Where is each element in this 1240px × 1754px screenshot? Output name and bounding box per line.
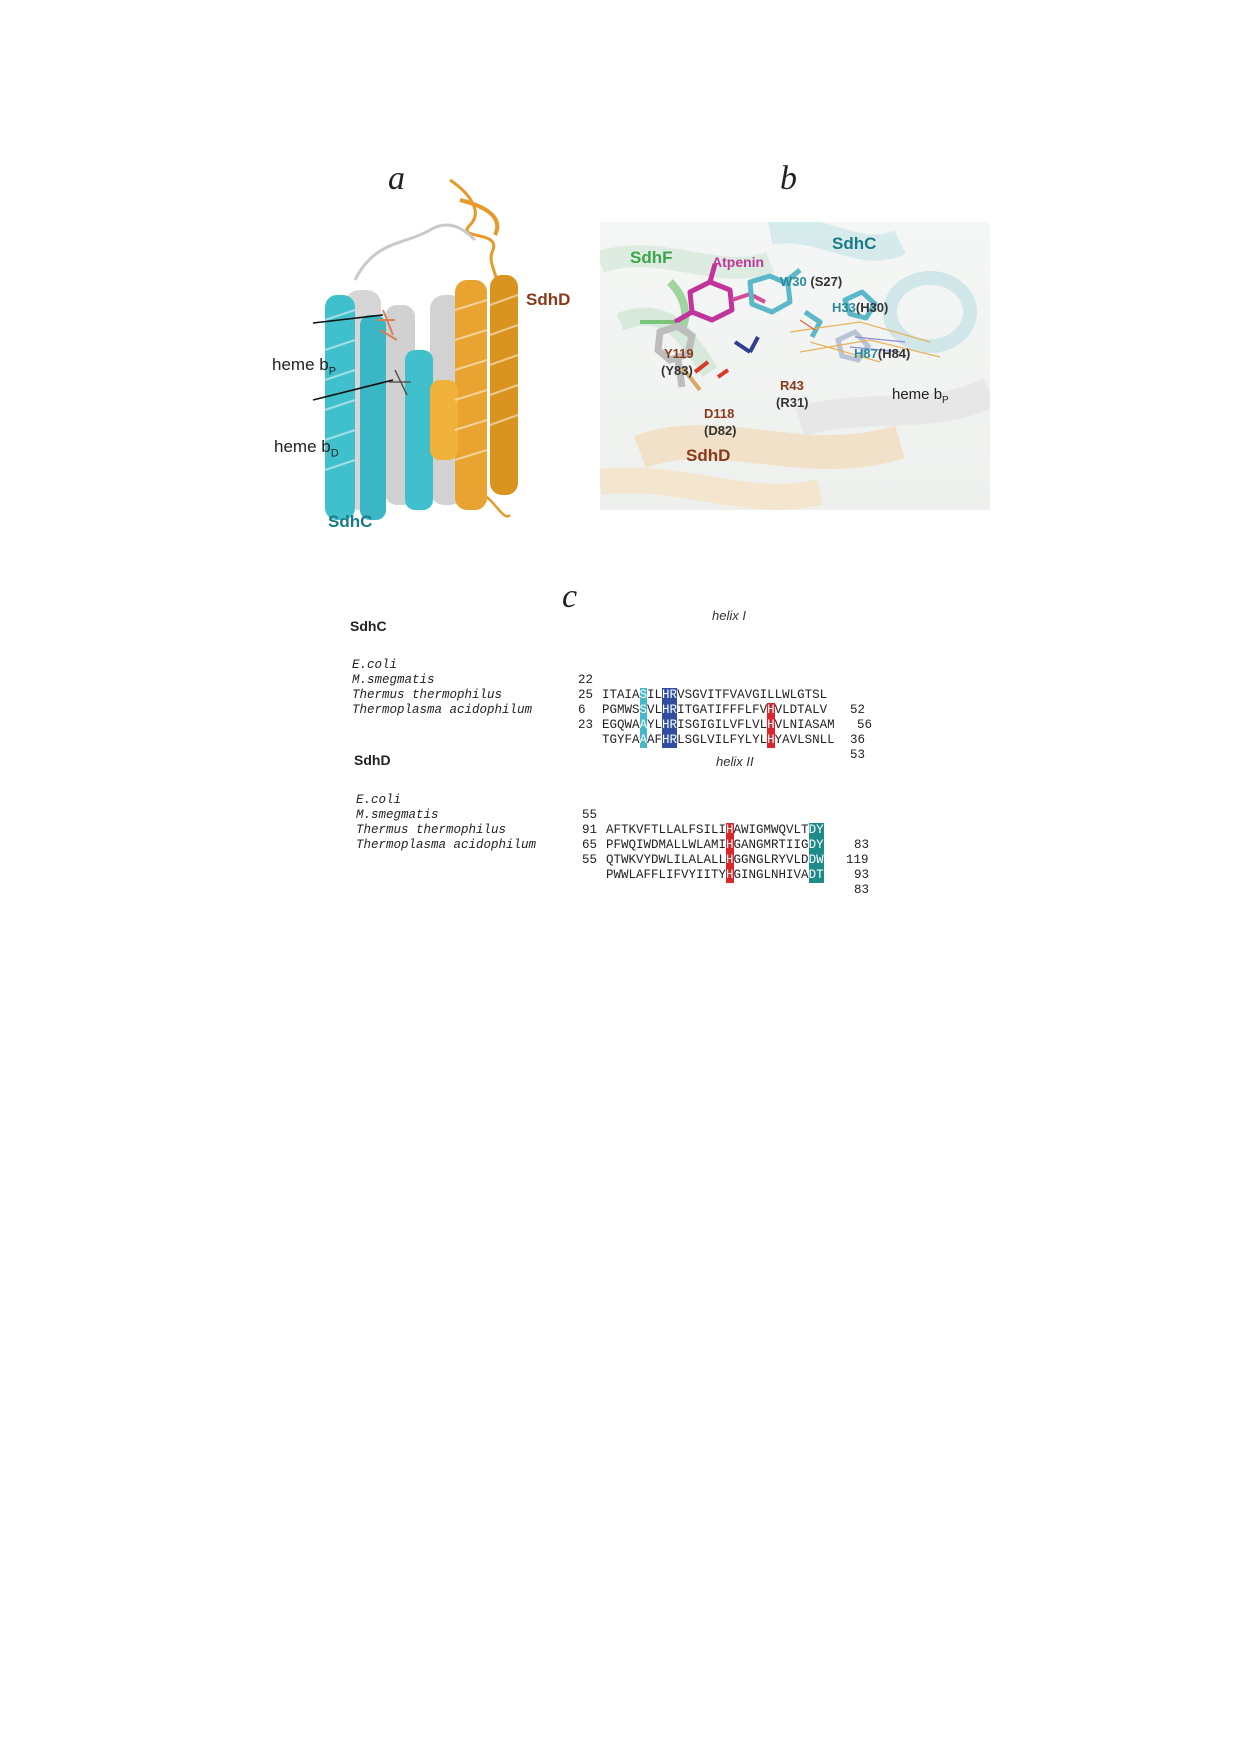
panel-b-atpenin-label: Atpenin <box>712 254 765 270</box>
sdhd-row-ecoli: E.coli 55 AFTKVFTLLALFSILIHAWIGMWQVLTDY 83 <box>356 793 870 852</box>
panel-b-r31-label: (R31) <box>776 395 809 410</box>
panel-b-d118-label: D118 <box>704 406 735 421</box>
sdhc-row-msmegmatis: M.smegmatis 25 PGMWSSVLHRITGATIFFFLFVHVLDTALV 56 <box>352 673 873 732</box>
sdhd-helix-label: helix II <box>716 754 754 769</box>
panel-a-heme-bp-label: heme $b_P$ <box>272 355 337 378</box>
panel-b-d82-label: (D82) <box>704 423 737 438</box>
panel-b-sdhd-label: SdhD <box>686 446 731 465</box>
sdhc-row-thermus: Thermus thermophilus 6 EGQWAAYLHRISGIGILVFLVLHVLNIASAM 36 <box>352 688 866 747</box>
panel-b-h87-label: H87(H84) <box>854 346 911 361</box>
sdhc-row-ecoli: E.coli 22 ITAIASILHRVSGVITFVAVGILLWLGTSL 52 <box>352 658 866 717</box>
panel-a-heme-bd-label: heme $b_D$ <box>274 437 339 460</box>
sdhd-alignment-title: SdhD <box>354 752 391 768</box>
panel-b-sdhc-label: SdhC <box>832 234 877 253</box>
panel-b-sdhf-label: SdhF <box>630 248 673 267</box>
panel-a-sdhc-label: SdhC <box>328 512 373 531</box>
sdhc-helix-label: helix I <box>712 608 746 623</box>
panel-b-letter: b <box>780 160 797 197</box>
panel-b-y83-label: (Y83) <box>661 363 693 378</box>
sdhc-alignment-title: SdhC <box>350 618 387 634</box>
sdhd-row-thermus: Thermus thermophilus 65 QTWKVYDWLILALALLHGGNGLRYVLDDW 93 <box>356 823 870 882</box>
panel-a-letter: a <box>388 160 405 197</box>
sdhd-alignment <box>356 778 876 897</box>
sdhd-row-msmegmatis: M.smegmatis 91 PFWQIWDMALLWLAMIHGANGMRTIIGDY 119 <box>356 808 869 867</box>
sdhc-row-thermoplasma: Thermoplasma acidophilum 23 TGYFAAAFHRLSGLVILFYLYLHYAVLSNLL 53 <box>352 703 866 762</box>
panel-a-sdhd-label: SdhD <box>526 290 571 309</box>
panel-b-h33-label: H33(H30) <box>832 300 889 315</box>
panel-b-heme-bp-label: heme $b_P$ <box>892 386 949 406</box>
sdhd-row-thermoplasma: Thermoplasma acidophilum 55 PWWLAFFLIFVYIITYHGINGLNHIVADT 83 <box>356 838 870 897</box>
panel-b-w30-label: W30 (S27) <box>780 274 843 289</box>
panel-b-y119-label: Y119 <box>664 346 694 361</box>
panel-c-letter: c <box>562 578 578 615</box>
panel-b-r43-label: R43 <box>780 378 804 393</box>
